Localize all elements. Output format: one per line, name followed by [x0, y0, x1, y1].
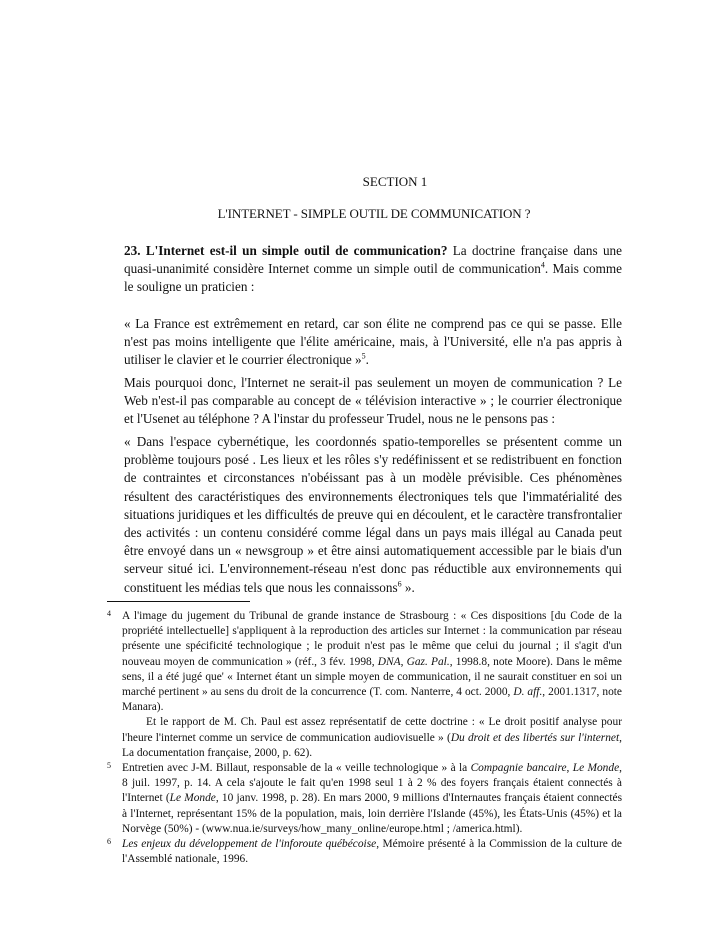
paragraph-text-tail: . Mais comme le souligne un praticien :	[124, 261, 622, 295]
footnote-text: , 10 janv. 1998, p. 28). En mars 2000, 9 millions d'Internautes français étaient connectés à l'Internet, représentant 15% de la population, mais, loin derrière l'Islande (45%), les États-Unis (45%) et la Norvège (50%) - (www.nua.ie/surveys/how_many_online/europe.html ; /america.html).	[122, 792, 622, 835]
citation-italic: Gaz. Pal.	[406, 655, 450, 668]
citation-italic: Du droit et des libertés sur l'internet	[450, 731, 620, 744]
citation-italic: Le Monde	[169, 792, 216, 805]
footnote-6	[107, 837, 622, 867]
footnote-ref-5[interactable]: 5	[361, 352, 366, 362]
footnote-text: Entretien avec J-M. Billaut, responsable de la « veille technologique » à la	[122, 762, 471, 775]
footnote-number: 5	[107, 761, 111, 771]
paragraph-23	[124, 242, 622, 297]
citation-italic: Le Monde	[572, 762, 620, 775]
section-label: SECTION 1	[362, 174, 428, 189]
paragraph-question	[124, 374, 622, 429]
footnote-text: ,	[566, 762, 573, 775]
citation-italic: DNA	[377, 655, 401, 668]
footnote-number: 4	[107, 609, 111, 618]
footnote-ref-6[interactable]: 6	[397, 579, 402, 589]
citation-italic: Les enjeux du développement de l'inforoute québécoise	[122, 838, 377, 851]
footnote-text: , La documentation française, 2000, p. 62).	[122, 731, 623, 759]
paragraph-text: Mais pourquoi donc, l'Internet ne serait-il pas seulement un moyen de communication ? Le Web n'est-il pas comparable au concept de « télévision interactive » ; le courrier électronique et l'Usenet au téléphone ? A l'instar du professeur Trudel, nous ne le pensons pas :	[124, 375, 622, 427]
quote-paragraph	[124, 315, 622, 370]
footnote-4	[107, 609, 622, 761]
footnote-number: 6	[107, 837, 111, 847]
quote-text: « Dans l'espace cybernétique, les coordonnés spatio-temporelles se présentent comme un problème toujours posé . Les lieux et les rôles s'y redéfinissent et se redistribuent en fonction de contraintes et circonstances n'obéissant pas à un modèle prévisible. Ces phénomènes résultent des caractéristiques des environnements électroniques tels que l'immatérialité des situations juridiques et les difficultés de preuve qui en découlent, et le caractère transfrontalier des activités : un contenu considéré comme légal dans un pays mais illégal au Canada peut être envoyé dans un « newsgroup » et être ainsi automatiquement accessible par le biais d'un serveur situé ici. L'environnement-réseau n'est donc pas réductible aux environnements qui constituent les médias tels que nous les connaissons	[124, 434, 622, 595]
footnote-text: A l'image du jugement du Tribunal de grande instance de Strasbourg : « Ces dispositions [du Code de la propriété intellectuelle] s'appliquent à la reproduction des articles sur Internet : la communication par réseau présente une spécificité technologique ; le produit n'est pas le même que celui du journal ; il s'agit d'un nouveau moyen de communication » (réf., 3 fév. 1998,	[122, 610, 622, 668]
citation-italic: D. aff.	[513, 686, 543, 699]
footnote-separator	[107, 601, 250, 602]
footnote-text: Et le rapport de M. Ch. Paul est assez représentatif de cette doctrine : « Le droit positif analyse pour l'heure l'internet comme un service de communication audiovisuelle » (	[122, 716, 622, 744]
footnote-ref-4[interactable]: 4	[540, 260, 545, 270]
trudel-quote-paragraph	[124, 433, 622, 597]
quote-text: « La France est extrêmement en retard, car son élite ne comprend pas ce qui se passe. Elle n'est pas moins intelligente que l'élite américaine, mais, à l'Université, elle n'a pas appris à utiliser le clavier et le courrier électronique »	[124, 316, 622, 368]
quote-tail: ».	[401, 579, 415, 595]
footnote-text: , 8 juil. 1997, p. 14. A cela s'ajoute le fait qu'en 1998 seul 1 à 2 % des foyers français étaient connectés à l'Internet (	[122, 762, 622, 805]
footnote-text: , Mémoire présenté à la Commission de la culture de l'Assemblé nationale, 1996.	[122, 838, 622, 866]
section-title: L'INTERNET - SIMPLE OUTIL DE COMMUNICATION ?	[217, 206, 531, 221]
footnote-subparagraph	[122, 715, 622, 761]
footnote-text: , 2001.1317, note Manara).	[122, 686, 622, 714]
footnote-text: , 1998.8, note Moore). Dans le même sens, il a été jugé que' « Internet étant un simple moyen de communication, il ne saurait constituer en soi un marché pertinent » au sens du droit de la concurrence (T. com. Nanterre, 4 oct. 2000,	[122, 655, 622, 699]
footnotes	[107, 609, 622, 867]
footnote-5	[107, 761, 622, 837]
paragraph-text: La doctrine française dans une quasi-unanimité considère Internet comme un simple outil de communication	[124, 243, 622, 277]
footnote-text: ,	[400, 655, 407, 668]
quote-tail: .	[365, 352, 369, 368]
citation-italic: Compagnie bancaire	[470, 762, 567, 775]
paragraph-lead: 23. L'Internet est-il un simple outil de communication?	[124, 243, 448, 258]
